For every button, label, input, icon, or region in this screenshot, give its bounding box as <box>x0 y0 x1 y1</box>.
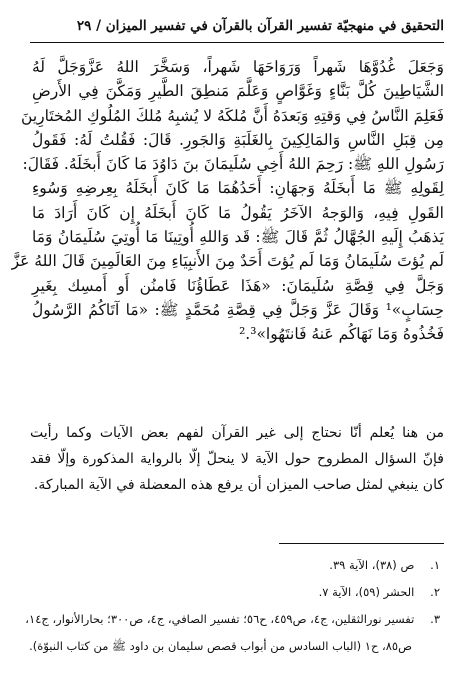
footnote-3 <box>25 606 440 633</box>
paragraph-line: من هنا يُعلم أنّا نحتاج إلى غير القرآن لفهم بعض الآيات وكما رأيت <box>30 425 444 441</box>
hadith-line: وَجَعَلَ غُدُوَّهَا شَهراً وَرَوَاحَهَا شَهراً، وَسَخَّرَ اللهُ عَزَّوَجَلَّ لَهُ <box>32 58 444 76</box>
footnotes <box>25 552 440 660</box>
footnote-text: تفسير نورالثقلين، ج٤، ص٤٥٩، ح٥٦؛ تفسير الصافي، ج٤، ص٣٠٠؛ بحارالأنوار، ج١٤، <box>25 612 415 626</box>
running-header <box>30 10 444 43</box>
hadith-line: وَجَلَّ فِي قِصَّةِ سُلَيمَانَ: «هَذَا عَطَاؤُنَا فَامنُن أَو أَمسِك بِغَيرِ <box>32 276 444 295</box>
footnote-number: ٣. <box>430 612 440 626</box>
running-header-text: التحقيق في منهجيّة تفسير القرآن بالقرآن في تفسير الميزان / ٢٩ <box>76 18 444 34</box>
footnote-number: ٢. <box>430 585 440 599</box>
hadith-line: يَذهَبُ إِلَيهِ الجُهَّالُ ثُمَّ قَالَ ﷺ: قَد وَاللهِ أُوتِينَا مَا أُوتِيَ سُلَيمَانُ وَمَا <box>32 228 444 247</box>
hadith-line: القَولِ فِيهِ، وَالوَجهُ الآخَرُ يَقُولُ مَا كَانَ أَبخَلَهُ إِن كَانَ أَرَادَ مَا <box>32 203 444 222</box>
footnote-2 <box>30 579 440 606</box>
hadith-line: حِسَابٍ»¹ وَقَالَ عَزَّ وَجَلَّ فِي قِصَّةِ مُحَمَّدٍ ﷺ: «مَا آتَاكُمُ الرَّسُولُ <box>32 300 444 319</box>
hadith-line: رَسُولِ اللهِ ﷺ: رَحِمَ اللهُ أَخِي سُلَيمَانَ بنَ دَاوُدَ مَا كَانَ أَبخَلَهُ. فَقَالَ: <box>22 155 444 174</box>
hadith-line: مِن قِبَلِ النَّاسِ وَالمَالِكِينَ بِالغَلَبَةِ وَالجَورِ. قَالَ: فَقُلتُ لَهُ: فَقَولُ <box>32 130 444 149</box>
footnote-3-continuation: ص٨٥، ح١ (الباب السادس من أبواب قصص سليمان بن داود ﷺ من كتاب النبوّة). <box>29 639 412 653</box>
footnote-number: ١. <box>430 558 440 572</box>
footnote-text: الحشر (٥٩)، الآية ٧. <box>318 585 415 599</box>
footnote-1 <box>30 552 440 579</box>
commentary-paragraph <box>30 420 444 498</box>
hadith-text-block <box>11 55 444 347</box>
footnote-text: ص (٣٨)، الآية ٣٩. <box>329 558 415 572</box>
hadith-line: فَخُذُوهُ وَمَا نَهَاكُم عَنهُ فَانتَهُوا»².³ <box>239 325 444 344</box>
paragraph-line: فإنّ السؤال المطروح حول الآية لا ينحلّ إلّا بالرواية المذكورة وإلّا فقد <box>30 451 444 467</box>
paragraph-line: كان ينبغي لمثل صاحب الميزان أن يرفع هذه المعضلة في الآية المباركة. <box>33 477 444 493</box>
hadith-line: الشَّيَاطِينَ كُلَّ بَنَّاءٍ وَغَوَّاصٍ وَعَلَّمَ مَنطِقَ الطَّيرِ وَمَكَّنَ فِي الأَرضِ <box>32 82 444 101</box>
hadith-line: لَم يُؤتَ سُلَيمَانُ وَمَا لَم يُؤتَ أَحَدٌ مِنَ الأَنبِيَاءِ مِنَ العَالَمِينَ قَالَ اللهُ عَزَّ <box>11 252 444 271</box>
footnote-divider <box>279 543 444 544</box>
hadith-line: لِقَولِهِ ﷺ مَا أَبخَلَهُ وَجهَانِ: أَحَدُهُمَا مَا كَانَ أَبخَلَهُ بِعِرضِهِ وَسُوءِ <box>32 179 444 198</box>
hadith-line: فَعَلِمَ النَّاسُ فِي وَقتِهِ وَبَعدَهُ أَنَّ مُلكَهُ لا يُشبِهُ مُلكَ المُلُوكِ المُختَارِينَ <box>21 106 444 125</box>
